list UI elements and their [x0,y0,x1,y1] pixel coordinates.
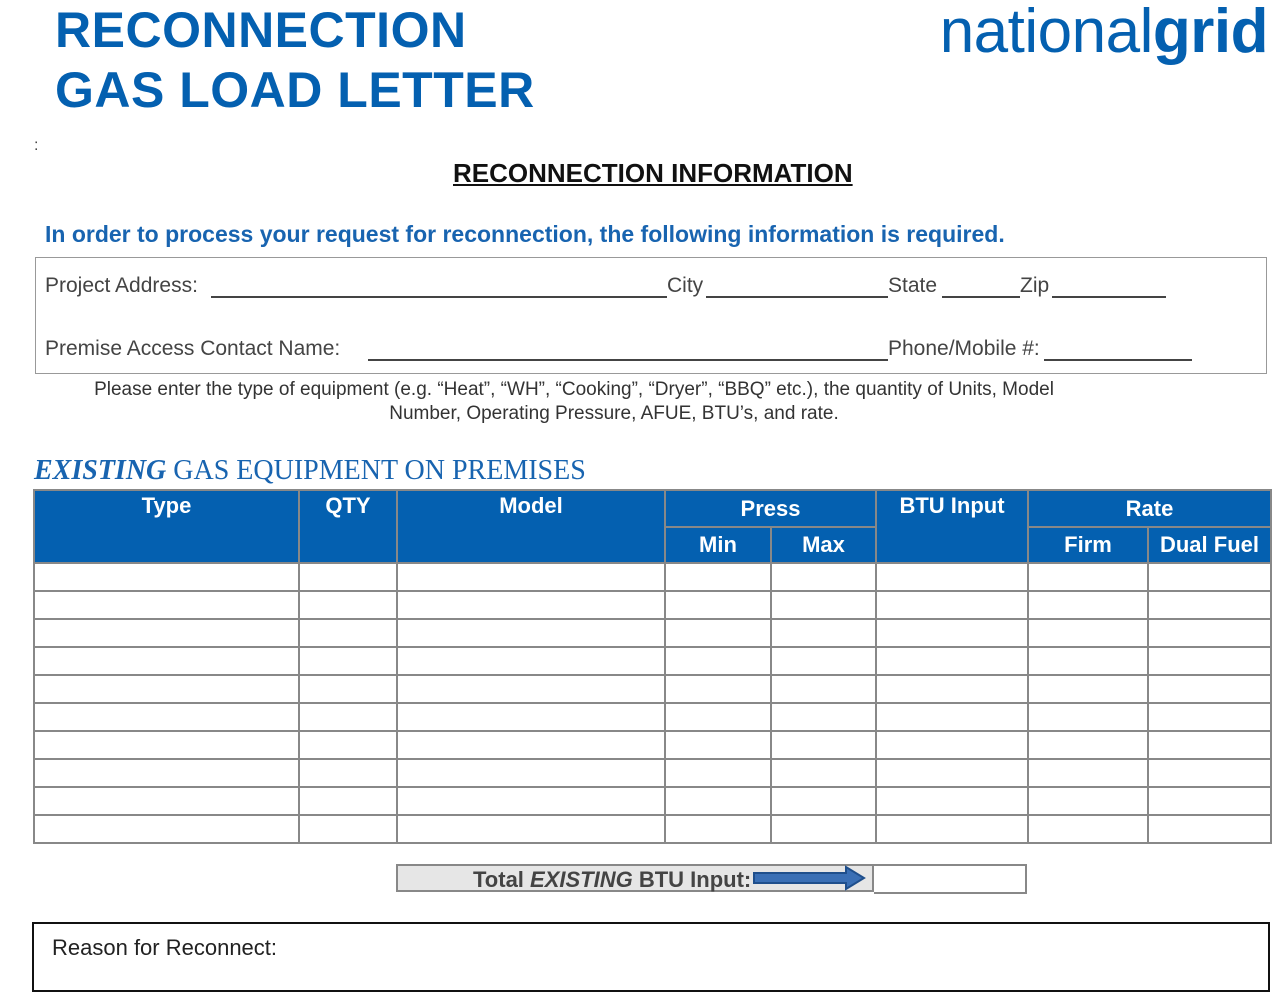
contact-name-field[interactable] [368,359,888,361]
cell-rate-dual-fuel[interactable] [1148,619,1271,647]
contact-name-label: Premise Access Contact Name: [45,337,341,360]
table-row [34,563,1271,591]
cell-rate-dual-fuel[interactable] [1148,675,1271,703]
project-address-label: Project Address: [45,274,198,297]
cell-rate-firm[interactable] [1028,815,1148,843]
cell-rate-dual-fuel[interactable] [1148,759,1271,787]
cell-press-min[interactable] [665,647,771,675]
cell-btu-input[interactable] [876,619,1028,647]
table-row [34,815,1271,843]
cell-btu-input[interactable] [876,675,1028,703]
cell-btu-input[interactable] [876,563,1028,591]
cell-press-min[interactable] [665,759,771,787]
cell-rate-dual-fuel[interactable] [1148,787,1271,815]
header-rate-firm: Firm [1028,527,1148,563]
cell-press-min[interactable] [665,591,771,619]
cell-press-min[interactable] [665,703,771,731]
city-field[interactable] [706,296,888,298]
cell-model[interactable] [397,675,665,703]
cell-rate-firm[interactable] [1028,731,1148,759]
logo-text-light: national [939,0,1153,66]
cell-btu-input[interactable] [876,703,1028,731]
cell-qty[interactable] [299,815,397,843]
reconnection-info-box [35,257,1267,374]
cell-type[interactable] [34,787,299,815]
cell-press-max[interactable] [771,815,876,843]
cell-rate-firm[interactable] [1028,619,1148,647]
cell-type[interactable] [34,647,299,675]
cell-type[interactable] [34,731,299,759]
cell-model[interactable] [397,787,665,815]
header-qty: QTY [299,490,397,563]
cell-type[interactable] [34,675,299,703]
intro-text: In order to process your request for reconnection, the following information is required. [45,221,1005,247]
cell-qty[interactable] [299,675,397,703]
cell-press-max[interactable] [771,591,876,619]
cell-rate-firm[interactable] [1028,591,1148,619]
cell-model[interactable] [397,703,665,731]
cell-qty[interactable] [299,759,397,787]
cell-type[interactable] [34,815,299,843]
instructions-line-2: Number, Operating Pressure, AFUE, BTU’s, and rate. [389,403,839,424]
cell-rate-dual-fuel[interactable] [1148,563,1271,591]
logo-text-bold: grid [1152,0,1268,66]
page-title-line-2: GAS LOAD LETTER [55,62,535,118]
equipment-table [33,489,1272,844]
phone-field[interactable] [1044,359,1192,361]
page-title-line-1: RECONNECTION [55,2,467,58]
cell-type[interactable] [34,591,299,619]
table-row [34,787,1271,815]
header-type: Type [34,490,299,563]
cell-qty[interactable] [299,787,397,815]
cell-type[interactable] [34,759,299,787]
cell-rate-firm[interactable] [1028,675,1148,703]
header-btu-input: BTU Input [876,490,1028,563]
cell-btu-input[interactable] [876,759,1028,787]
cell-press-min[interactable] [665,619,771,647]
national-grid-logo [940,0,1268,67]
cell-press-max[interactable] [771,647,876,675]
stray-colon: : [34,137,39,154]
header-press: Press [665,490,876,527]
table-row [34,731,1271,759]
header-model: Model [397,490,665,563]
cell-model[interactable] [397,647,665,675]
arrow-right-icon [752,864,868,894]
header-press-max: Max [771,527,876,563]
cell-press-min[interactable] [665,815,771,843]
cell-rate-firm[interactable] [1028,759,1148,787]
cell-rate-firm[interactable] [1028,563,1148,591]
cell-btu-input[interactable] [876,647,1028,675]
total-emphasis: EXISTING [530,867,633,892]
cell-type[interactable] [34,563,299,591]
cell-press-max[interactable] [771,731,876,759]
cell-press-max[interactable] [771,619,876,647]
cell-press-min[interactable] [665,563,771,591]
cell-model[interactable] [397,619,665,647]
cell-btu-input[interactable] [876,815,1028,843]
header-rate: Rate [1028,490,1271,527]
cell-press-max[interactable] [771,787,876,815]
reason-label: Reason for Reconnect: [52,935,278,960]
cell-press-max[interactable] [771,675,876,703]
cell-model[interactable] [397,759,665,787]
cell-qty[interactable] [299,619,397,647]
section-heading: RECONNECTION INFORMATION [453,158,853,188]
cell-rate-firm[interactable] [1028,787,1148,815]
cell-press-min[interactable] [665,731,771,759]
table-row [34,647,1271,675]
equipment-table-body [34,563,1271,843]
phone-label: Phone/Mobile #: [888,337,1040,360]
cell-btu-input[interactable] [876,591,1028,619]
cell-rate-dual-fuel[interactable] [1148,591,1271,619]
header-press-min: Min [665,527,771,563]
cell-type[interactable] [34,619,299,647]
cell-rate-dual-fuel[interactable] [1148,703,1271,731]
cell-qty[interactable] [299,591,397,619]
existing-heading-rest: GAS EQUIPMENT ON PREMISES [166,455,586,486]
cell-qty[interactable] [299,647,397,675]
total-btu-input-field[interactable] [874,864,1027,894]
equipment-instructions [40,378,1108,426]
table-row [34,759,1271,787]
zip-field[interactable] [1052,296,1166,298]
reason-for-reconnect-box[interactable] [32,922,1270,992]
cell-press-max[interactable] [771,563,876,591]
cell-model[interactable] [397,815,665,843]
state-label: State [888,274,938,297]
cell-qty[interactable] [299,703,397,731]
cell-model[interactable] [397,563,665,591]
project-address-field[interactable] [211,296,667,298]
city-label: City [667,274,704,297]
cell-press-min[interactable] [665,787,771,815]
cell-rate-dual-fuel[interactable] [1148,647,1271,675]
total-btu-label [473,867,751,893]
cell-rate-firm[interactable] [1028,647,1148,675]
cell-press-max[interactable] [771,703,876,731]
cell-press-max[interactable] [771,759,876,787]
zip-label: Zip [1020,274,1050,297]
cell-model[interactable] [397,591,665,619]
cell-rate-dual-fuel[interactable] [1148,815,1271,843]
table-row [34,591,1271,619]
instructions-line-1: Please enter the type of equipment (e.g. “Heat”, “WH”, “Cooking”, “Dryer”, “BBQ” etc.), the quantity of Units, Model [94,379,1054,400]
state-field[interactable] [942,296,1020,298]
table-row [34,703,1271,731]
table-row [34,675,1271,703]
total-prefix: Total [473,867,531,892]
cell-btu-input[interactable] [876,731,1028,759]
cell-rate-firm[interactable] [1028,703,1148,731]
cell-qty[interactable] [299,563,397,591]
header-rate-dual-fuel: Dual Fuel [1148,527,1271,563]
total-btu-label-box [396,864,874,892]
cell-type[interactable] [34,703,299,731]
cell-press-min[interactable] [665,675,771,703]
existing-equipment-heading [34,455,586,487]
total-suffix: BTU Input: [632,867,752,892]
cell-btu-input[interactable] [876,787,1028,815]
table-row [34,619,1271,647]
cell-model[interactable] [397,731,665,759]
cell-qty[interactable] [299,731,397,759]
existing-emphasis: EXISTING [34,455,167,486]
cell-rate-dual-fuel[interactable] [1148,731,1271,759]
